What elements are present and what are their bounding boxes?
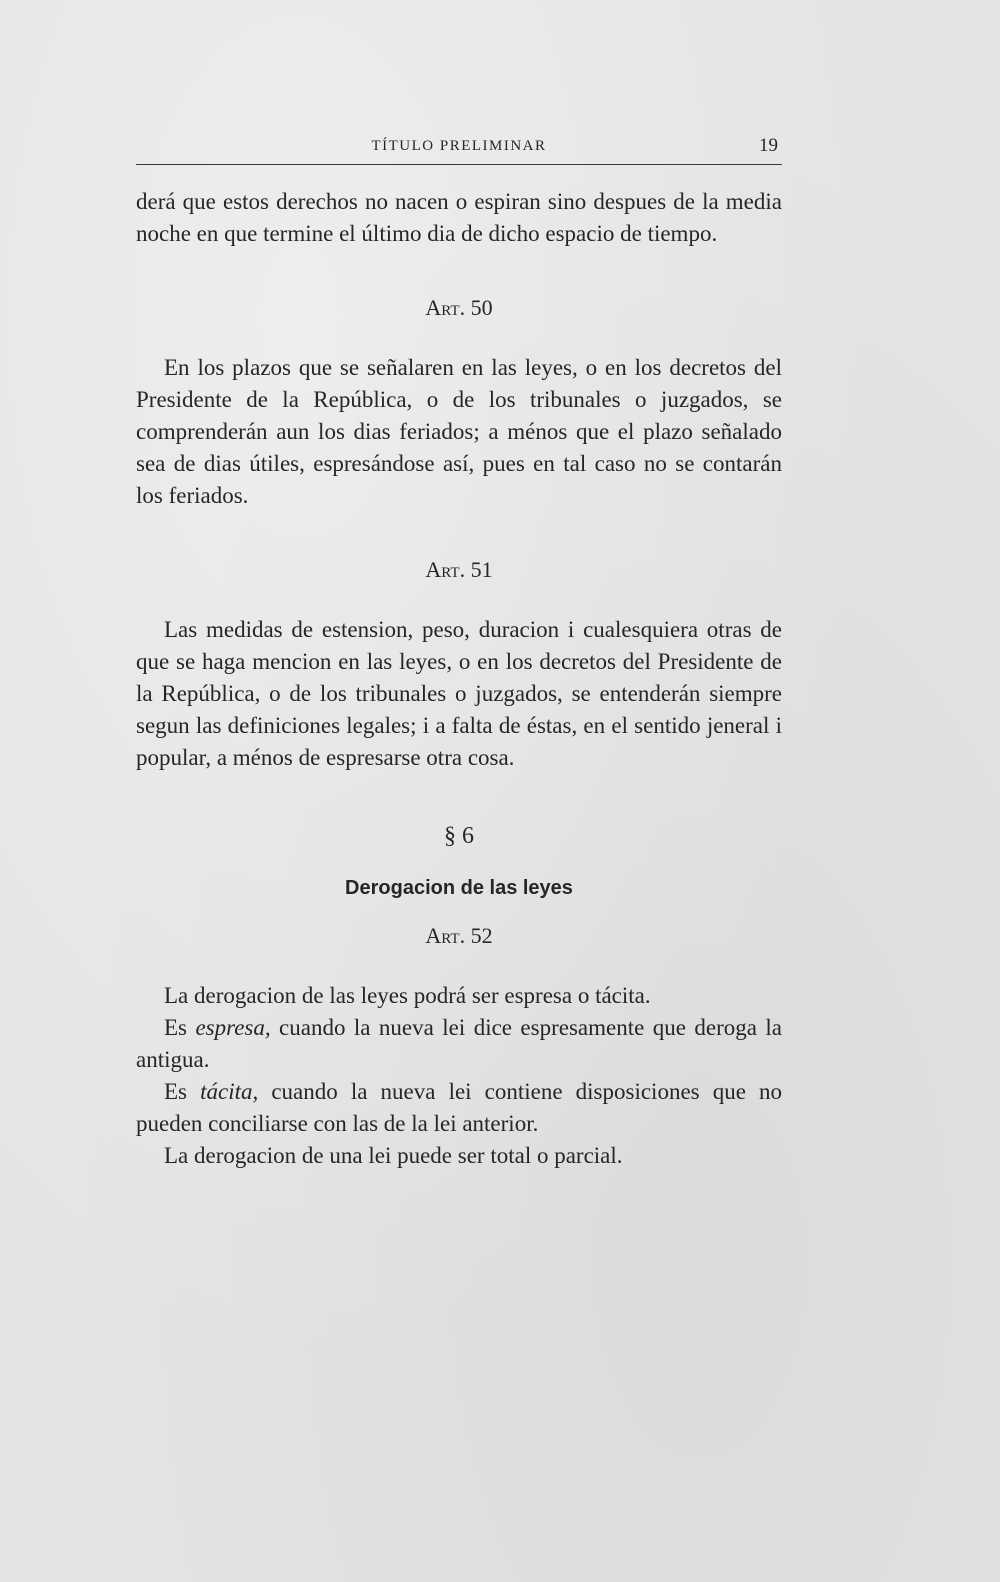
article-52-p3 (136, 1076, 782, 1140)
p3-rest: cuando la nueva lei contiene disposiciones que no pueden conciliarse con las de la lei anterior. (136, 1079, 783, 1136)
running-title: TÍTULO PRELIMINAR (371, 138, 547, 154)
article-52-p4: La derogacion de una lei puede ser total o parcial. (164, 1143, 623, 1168)
continuation-paragraph: derá que estos derechos no nacen o espiran sino despues de la media noche en que termine el último dia de dicho espacio de tiempo. (136, 189, 782, 246)
page-body (136, 186, 782, 1172)
article-51-text: Las medidas de estension, peso, duracion i cualesquiera otras de que se haga mencion en las leyes, o en los decretos del Presidente de la República, o de los tribunales o juzgados, se entenderán siempre segun las definiciones legales; i a falta de éstas, en el sentido jeneral i popular, a ménos de espresarse otra cosa. (136, 617, 782, 770)
article-52-p1: La derogacion de las leyes podrá ser espresa o tácita. (164, 983, 651, 1008)
page-number: 19 (759, 135, 778, 156)
p2-start: Es (164, 1015, 196, 1040)
article-50-text: En los plazos que se señalaren en las leyes, o en los decretos del Presidente de la República, o de los tribunales o juzgados, se comprenderán aun los dias feriados; a ménos que el plazo señalado sea de dias útiles, espresándose así, pues en tal caso no se contarán los feriados. (136, 355, 782, 508)
p2-rest: cuando la nueva lei dice espresamente que deroga la antigua. (136, 1015, 782, 1072)
term-tacita: tácita, (200, 1079, 259, 1104)
article-heading-50: Art. 50 (425, 295, 493, 320)
article-52-p2 (136, 1012, 782, 1076)
section-mark: § 6 (444, 823, 474, 849)
article-heading-51: Art. 51 (425, 557, 493, 582)
term-espresa: espresa, (195, 1015, 271, 1040)
p3-start: Es (164, 1079, 201, 1104)
article-heading-52: Art. 52 (425, 923, 493, 948)
running-head (136, 135, 782, 165)
section-title: Derogacion de las leyes (345, 877, 573, 899)
